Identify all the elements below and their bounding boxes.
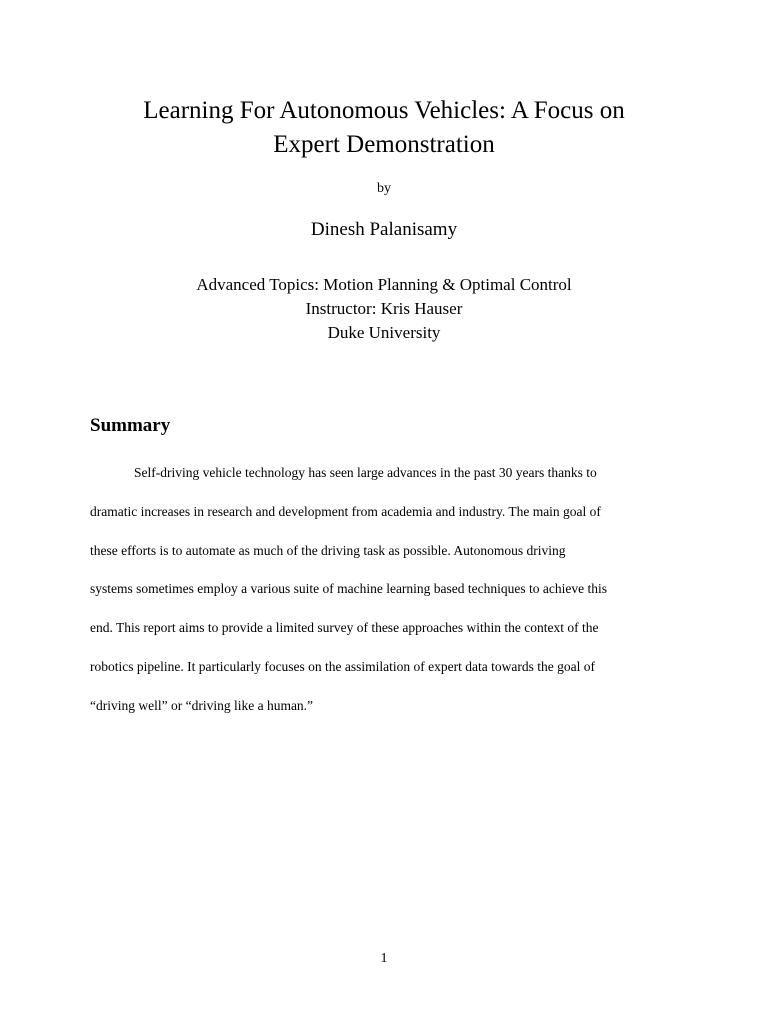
summary-line: these efforts is to automate as much of the driving task as possible. Autonomous driving — [90, 542, 566, 558]
summary-paragraph — [90, 454, 680, 726]
summary-line: robotics pipeline. It particularly focuses on the assimilation of expert data towards the goal of — [90, 658, 595, 674]
title-line-1: Learning For Autonomous Vehicles: A Focus on — [143, 97, 625, 124]
instructor-name: Instructor: Kris Hauser — [305, 299, 463, 318]
summary-heading: Summary — [90, 415, 171, 436]
by-line: by — [377, 181, 391, 196]
page-number: 1 — [380, 951, 388, 966]
summary-line: systems sometimes employ a various suite of machine learning based techniques to achieve this — [90, 581, 607, 597]
university-name: Duke University — [327, 323, 441, 342]
summary-line: Self-driving vehicle technology has seen large advances in the past 30 years thanks to — [134, 465, 597, 480]
summary-line: dramatic increases in research and development from academia and industry. The main goal of — [90, 503, 601, 519]
summary-line: end. This report aims to provide a limited survey of these approaches within the context of the — [90, 620, 599, 636]
paper-title — [84, 94, 684, 162]
title-line-2: Expert Demonstration — [273, 131, 495, 158]
course-name: Advanced Topics: Motion Planning & Optimal Control — [196, 275, 572, 294]
affiliation-block — [84, 273, 684, 345]
author-name: Dinesh Palanisamy — [310, 219, 458, 240]
summary-line: “driving well” or “driving like a human.” — [90, 697, 314, 713]
